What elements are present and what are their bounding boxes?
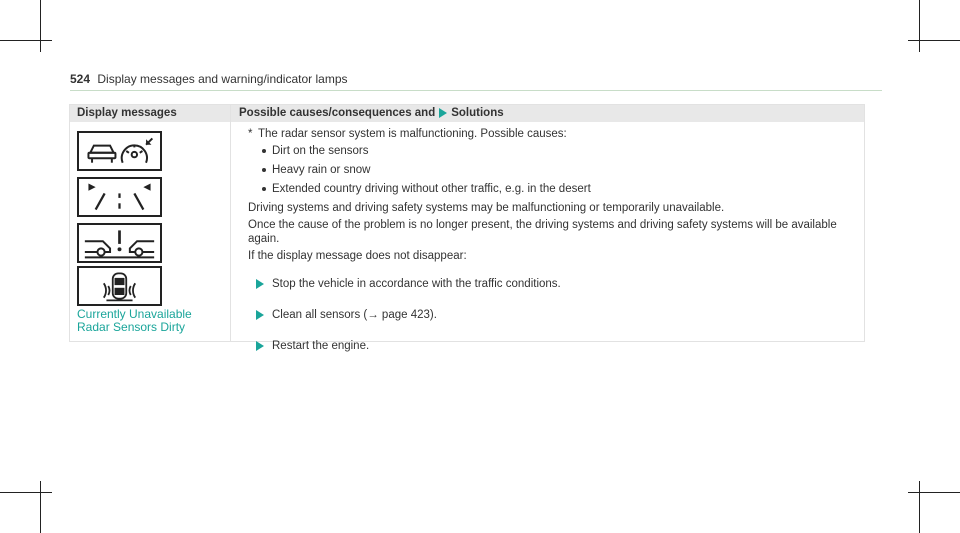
table-header	[70, 105, 864, 122]
lane-assist-icon	[77, 177, 162, 217]
intro-text: The radar sensor system is malfunctioning. Possible causes:	[258, 128, 567, 140]
list-item	[248, 182, 858, 196]
list-item-text: Dirt on the sensors	[272, 145, 369, 157]
header-rule	[70, 90, 882, 91]
message-table	[69, 104, 865, 352]
solution-arrow-icon	[439, 108, 447, 118]
step-arrow-icon	[256, 341, 264, 351]
paragraph-3: If the display message does not disappear:	[248, 250, 467, 262]
crop-mark	[0, 492, 52, 493]
display-message-caption	[77, 308, 192, 334]
crop-mark	[40, 0, 41, 52]
solution-step	[248, 308, 858, 322]
crop-mark	[0, 40, 52, 41]
caption-line-1: Currently Unavailable	[77, 307, 192, 321]
step-text: Restart the engine.	[272, 340, 370, 352]
caption-line-2: Radar Sensors Dirty	[77, 320, 186, 334]
paragraph-1: Driving systems and driving safety systems may be malfunctioning or temporarily unavailable.	[248, 202, 725, 214]
causes-column	[248, 127, 858, 370]
intro-line	[248, 127, 858, 141]
list-item-text: Extended country driving without other traffic, e.g. in the desert	[272, 183, 591, 195]
step-text: Clean all sensors (→ page 423).	[272, 309, 437, 321]
solution-step	[248, 339, 858, 353]
list-item	[248, 163, 858, 177]
bullet-icon	[262, 187, 266, 191]
col-header-causes	[239, 107, 504, 119]
list-item-text: Heavy rain or snow	[272, 164, 371, 176]
step-text: Stop the vehicle in accordance with the traffic conditions.	[272, 278, 561, 290]
asterisk: *	[248, 128, 253, 140]
col-header-solutions-text: Solutions	[451, 107, 504, 119]
crop-mark	[919, 481, 920, 533]
step-arrow-icon	[256, 310, 264, 320]
crop-mark	[908, 492, 960, 493]
radar-cruise-icon	[77, 131, 162, 171]
list-item	[248, 144, 858, 158]
crop-mark	[919, 0, 920, 52]
page-number: 524	[70, 72, 91, 86]
page-header	[70, 72, 348, 86]
step-arrow-icon	[256, 279, 264, 289]
col-header-messages: Display messages	[77, 107, 177, 119]
column-divider	[230, 105, 231, 341]
collision-warning-icon	[77, 223, 162, 263]
col-header-causes-text: Possible causes/consequences and	[239, 107, 436, 119]
paragraph-2: Once the cause of the problem is no longer present, the driving systems and driving safety systems will be available again.	[248, 219, 837, 245]
causes-list	[248, 144, 858, 196]
parking-sensor-icon	[77, 266, 162, 306]
page-title: Display messages and warning/indicator lamps	[97, 72, 348, 86]
crop-mark	[908, 40, 960, 41]
bullet-icon	[262, 168, 266, 172]
crop-mark	[40, 481, 41, 533]
solution-step	[248, 277, 858, 291]
solution-steps	[248, 277, 858, 353]
bullet-icon	[262, 149, 266, 153]
